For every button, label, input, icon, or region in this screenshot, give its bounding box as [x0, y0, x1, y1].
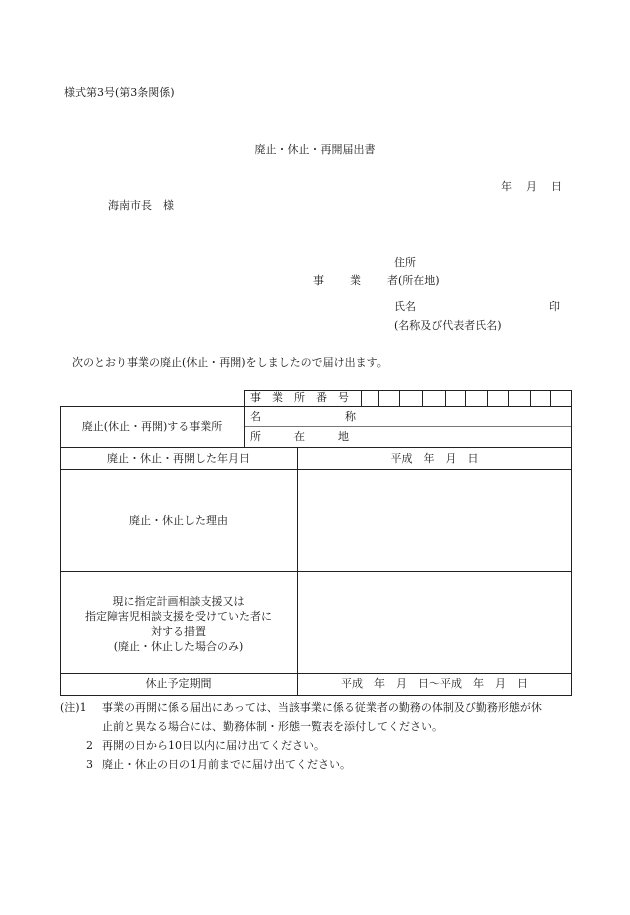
notes-prefix: (注)1 [60, 701, 87, 714]
office-number-label: 事 業 所 番 号 [250, 391, 349, 404]
name-note: (名称及び代表者氏名) [394, 319, 502, 332]
reason-label: 廃止・休止した理由 [129, 514, 228, 527]
office-location-field[interactable] [360, 427, 570, 446]
period-value[interactable]: 平成 年 月 日～平成 年 月 日 [341, 677, 528, 690]
business-label-part: 者(所在地) [387, 274, 440, 287]
note-3-text: 廃止・休止の日の1月前までに届け出てください。 [102, 758, 351, 771]
office-location-label-part: 所 [250, 430, 261, 443]
date-day: 日 [551, 180, 562, 193]
notification-table [60, 390, 572, 696]
note-3-number: 3 [86, 758, 93, 771]
date-month: 月 [526, 180, 537, 193]
document-title: 廃止・休止・再開届出書 [254, 143, 376, 156]
office-name-field[interactable] [360, 407, 570, 426]
office-row-label: 廃止(休止・再開)する事業所 [81, 420, 223, 433]
address-label: 住所 [394, 256, 416, 269]
business-label-part: 事 [313, 274, 324, 287]
note-1-line-2: 止前と異なる場合には、勤務体制・形態一覧表を添付してください。 [102, 720, 443, 733]
reason-field[interactable] [298, 470, 571, 571]
addressee: 海南市長 様 [108, 199, 174, 212]
measures-field[interactable] [298, 572, 571, 673]
note-2-number: 2 [86, 739, 93, 752]
office-name-label [250, 410, 360, 424]
date-row-label: 廃止・休止・再開した年月日 [107, 452, 250, 465]
business-label [313, 274, 440, 288]
date-row-value[interactable]: 平成 年 月 日 [390, 452, 479, 465]
business-label-part: 業 [350, 274, 361, 287]
measures-line: 現に指定計画相談支援又は [112, 595, 245, 608]
measures-label [60, 594, 297, 654]
office-location-label-part: 地 [338, 430, 349, 443]
measures-line: 対する措置 [151, 625, 206, 638]
office-location-label-part: 在 [294, 430, 305, 443]
date-year: 年 [501, 180, 512, 193]
date-line [501, 180, 562, 194]
measures-line: 指定障害児相談支援を受けていた者に [85, 610, 272, 623]
office-name-label-part: 称 [345, 410, 356, 423]
office-name-label-part: 名 [250, 410, 261, 423]
period-label: 休止予定期間 [145, 677, 212, 690]
intro-text: 次のとおり事業の廃止(休止・再開)をしましたので届け出ます。 [72, 356, 388, 369]
name-label: 氏名 [394, 300, 416, 313]
seal-mark: 印 [549, 300, 560, 313]
office-location-label [250, 430, 360, 444]
note-2-text: 再開の日から10日以内に届け出てください。 [102, 739, 325, 752]
form-number: 様式第3号(第3条関係) [64, 86, 175, 99]
note-1-line-1: 事業の再開に係る届出にあっては、当該事業に係る従業者の勤務の体制及び勤務形態が休 [102, 701, 542, 714]
measures-line: (廃止・休止した場合のみ) [113, 640, 244, 653]
